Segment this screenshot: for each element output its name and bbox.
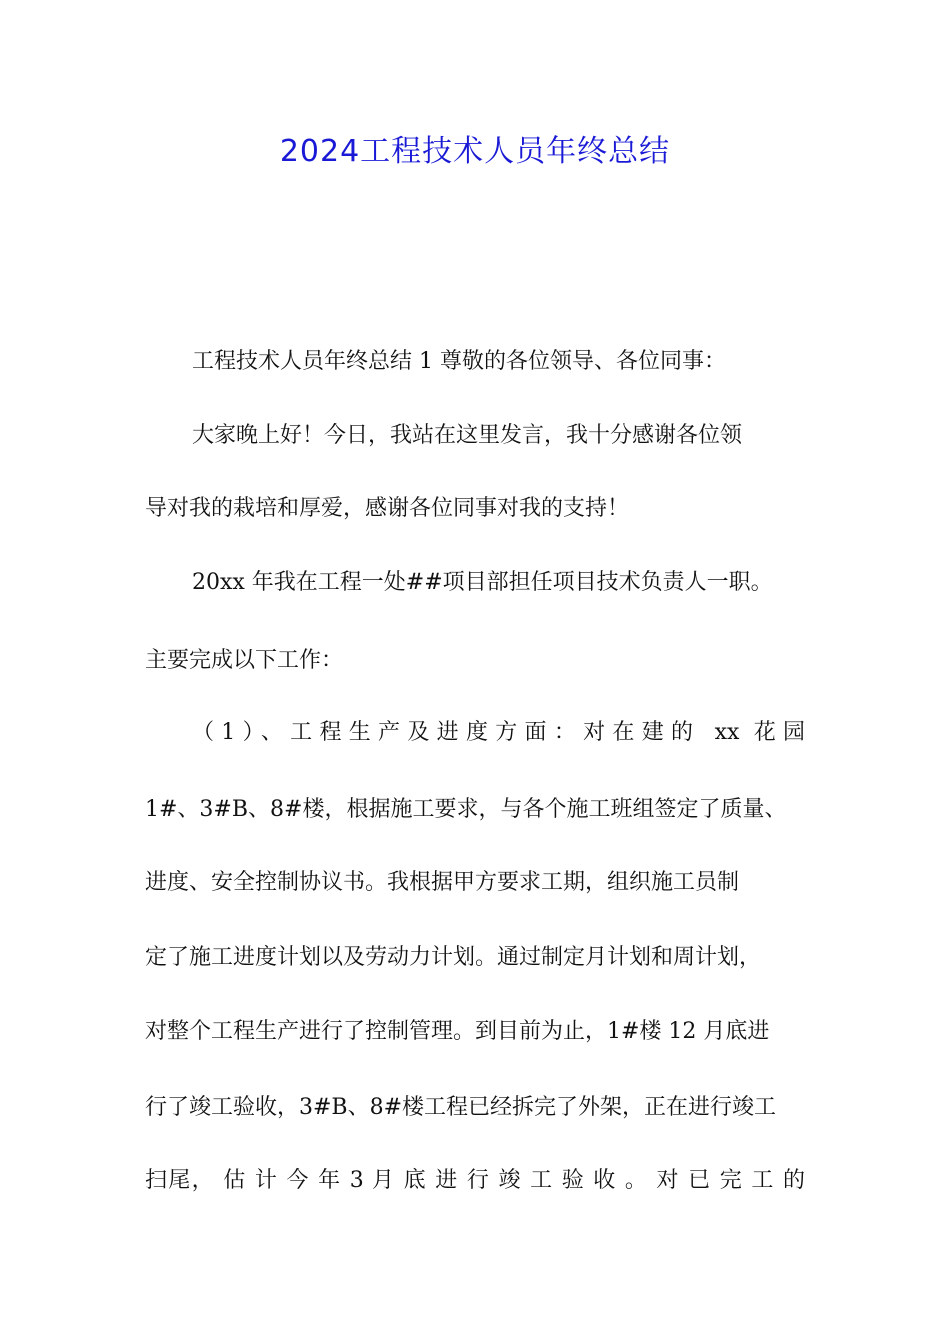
paragraph-line: 导对我的栽培和厚爱，感谢各位同事对我的支持！ bbox=[145, 496, 630, 521]
paragraph-line: 进度、安全控制协议书。我根据甲方要求工期，组织施工员制 bbox=[145, 870, 740, 895]
paragraph-line: 对整个工程生产进行了控制管理。到目前为止，1#楼 12 月底进 bbox=[145, 1019, 770, 1044]
paragraph-line: 大家晚上好！今日，我站在这里发言，我十分感谢各位领 bbox=[192, 423, 743, 448]
paragraph-line: 1#、3#B、8#楼，根据施工要求，与各个施工班组签定了质量、 bbox=[145, 797, 787, 822]
paragraph-line: 扫尾， 估 计 今 年 3 月 底 进 行 竣 工 验 收 。 对 已 完 工 的 bbox=[145, 1168, 805, 1193]
document-title: 2024工程技术人员年终总结 bbox=[279, 134, 671, 169]
paragraph-line: （1）、工程生产及进度方面：对在建的 xx 花园 bbox=[192, 720, 805, 745]
paragraph-line: 工程技术人员年终总结 1 尊敬的各位领导、各位同事： bbox=[192, 349, 726, 374]
paragraph-line: 定了施工进度计划以及劳动力计划。通过制定月计划和周计划， bbox=[145, 945, 762, 970]
paragraph-line: 行了竣工验收，3#B、8#楼工程已经拆完了外架，正在进行竣工 bbox=[145, 1095, 777, 1120]
paragraph-line: 主要完成以下工作： bbox=[145, 648, 344, 673]
paragraph-line: 20xx 年我在工程一处##项目部担任项目技术负责人一职。 bbox=[192, 570, 773, 595]
